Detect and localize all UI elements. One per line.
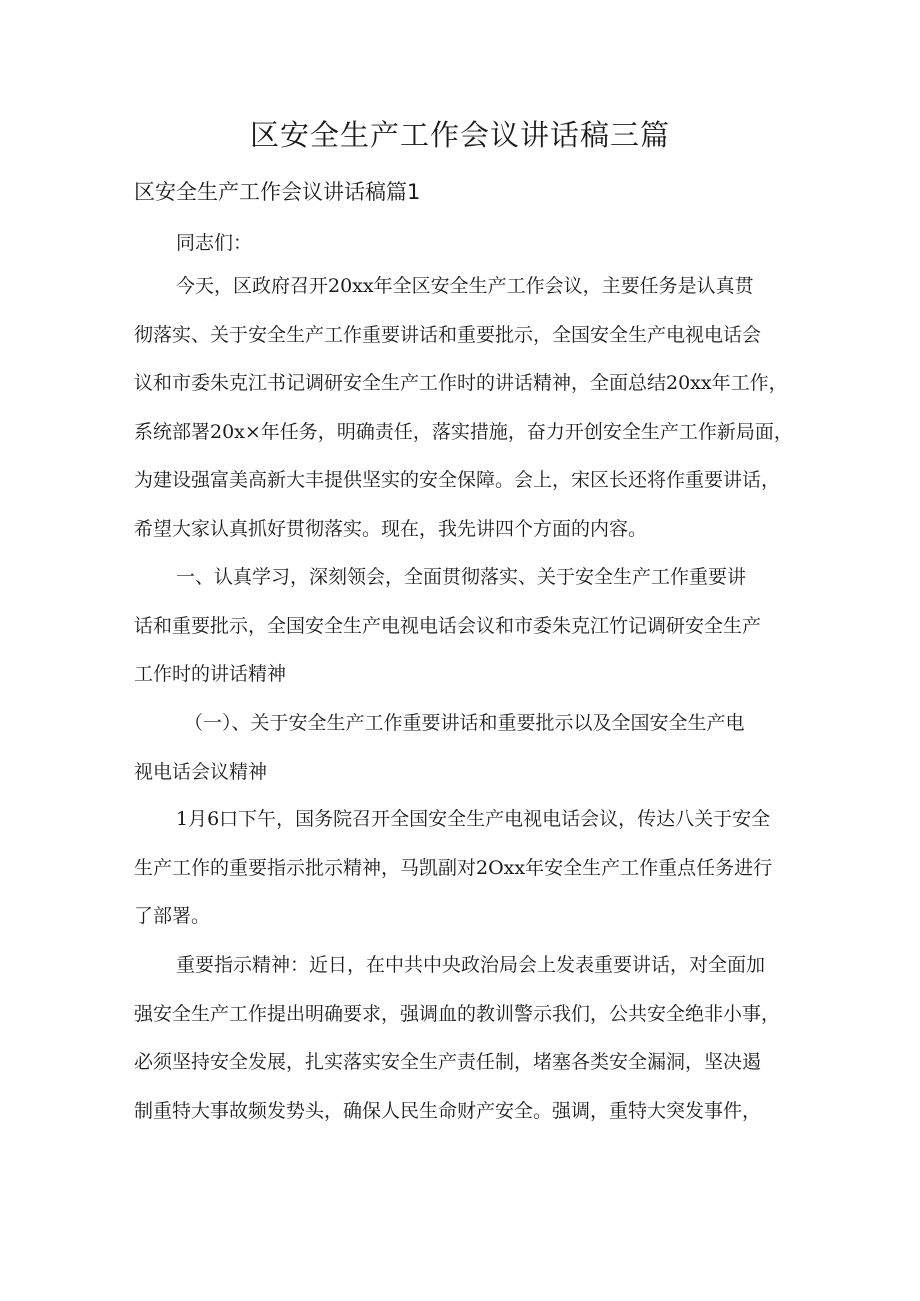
section-title: 区安全生产工作会议讲话稿篇1 bbox=[134, 180, 421, 204]
paragraph-line: 强安全生产工作提出明确要求，强调血的教训警示我们，公共安全绝非小事， bbox=[134, 1002, 781, 1025]
paragraph-line: 工作时的讲话精神 bbox=[134, 663, 287, 685]
paragraph-line: 必须坚持安全发展，扎实落实安全生产责任制，堵塞各类安全漏洞，坚决遏 bbox=[134, 1051, 762, 1073]
paragraph-instructions bbox=[134, 941, 794, 1135]
paragraph-line: 视电话会议精神 bbox=[134, 760, 268, 783]
paragraph-line: （一）、关于安全生产工作重要讲话和重要批示以及全国安全生产电 bbox=[184, 712, 745, 734]
paragraph-subheading bbox=[134, 699, 794, 796]
paragraph-line: 彻落实、关于安全生产工作重要讲话和重要批示，全国安全生产电视电话会 bbox=[134, 323, 762, 346]
paragraph-line: 生产工作的重要指示批示精神，马凯副对2Oxx年安全生产工作重点任务进行 bbox=[134, 856, 773, 879]
paragraph-line: 重要指示精神：近日，在中共中央政治局会上发表重要讲话，对全面加 bbox=[176, 954, 766, 976]
paragraph-line: 1月6口下午，国务院召开全国安全生产电视电话会议，传达八关于安全 bbox=[176, 808, 771, 830]
paragraph-meeting bbox=[134, 795, 794, 941]
paragraph-line: 系统部署20x×年任务，明确责任，落实措施，奋力开创安全生产工作新局面， bbox=[134, 420, 793, 443]
paragraph-line: 话和重要批示，全国安全生产电视电话会议和市委朱克江竹记调研安全生产 bbox=[134, 614, 762, 637]
paragraph-line: 今天，区政府召开20xx年全区安全生产工作会议，主要任务是认真贯 bbox=[176, 275, 754, 297]
paragraph-line: 议和市委朱克江书记调研安全生产工作时的讲话精神，全面总结20xx年工作， bbox=[134, 372, 788, 394]
paragraph-line: 为建设强富美高新大丰提供坚实的安全保障。会上，宋区长还将作重要讲话， bbox=[134, 469, 781, 491]
paragraph-line: 了部署。 bbox=[134, 905, 211, 927]
paragraph-line: 制重特大事故频发势头，确保人民生命财产安全。强调，重特大突发事件， bbox=[134, 1099, 762, 1122]
paragraph-greeting bbox=[134, 219, 794, 268]
paragraph-line: 同志们： bbox=[176, 232, 253, 254]
document-title: 区安全生产工作会议讲话稿三篇 bbox=[249, 118, 670, 152]
paragraph-line: 一、认真学习，深刻领会，全面贯彻落实、关于安全生产工作重要讲 bbox=[176, 566, 747, 588]
paragraph-intro bbox=[134, 262, 794, 553]
paragraph-line: 希望大家认真抓好贯彻落实。现在，我先讲四个方面的内容。 bbox=[134, 517, 648, 540]
paragraph-heading-one bbox=[134, 553, 794, 699]
